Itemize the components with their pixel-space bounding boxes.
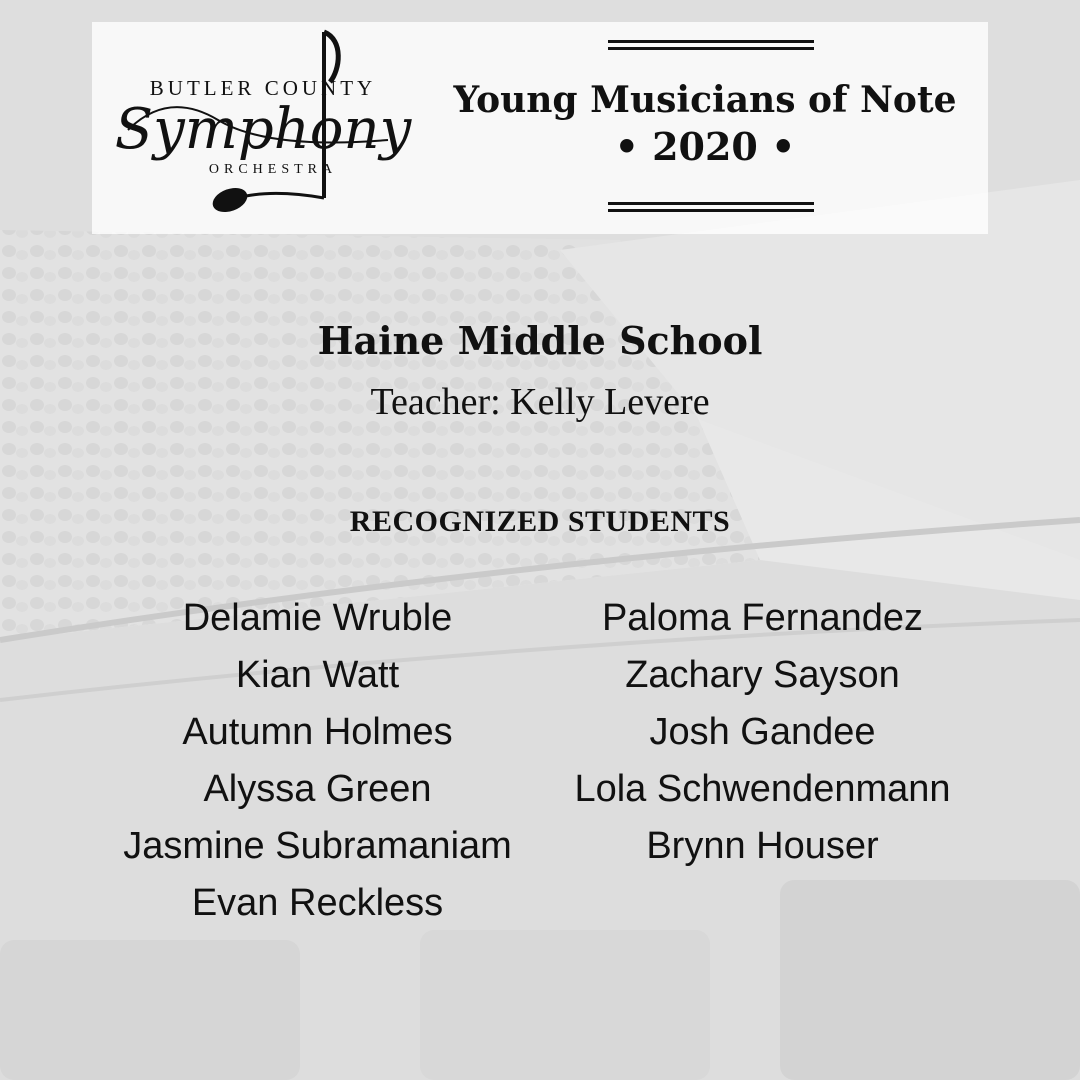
- logo-line-orchestra: ORCHESTRA: [208, 162, 338, 177]
- student-name: Lola Schwendenmann: [574, 768, 951, 810]
- students-heading: RECOGNIZED STUDENTS: [349, 505, 731, 538]
- top-divider: [608, 40, 814, 54]
- students-right-column: [545, 590, 980, 875]
- event-title: Young Musicians of Note: [453, 79, 957, 121]
- student-name: Evan Reckless: [191, 882, 444, 924]
- student-name: Alyssa Green: [203, 768, 432, 810]
- student-name: Kian Watt: [235, 654, 400, 696]
- event-title-block: [440, 78, 970, 171]
- orchestra-logo: [108, 20, 418, 220]
- student-name: Delamie Wruble: [182, 597, 453, 639]
- student-name: Zachary Sayson: [625, 654, 900, 696]
- student-name: Josh Gandee: [649, 711, 876, 753]
- teacher-name: Teacher: Kelly Levere: [370, 381, 710, 423]
- logo-line-symphony: Symphony: [114, 97, 412, 162]
- school-name: Haine Middle School: [317, 318, 763, 363]
- student-name: Autumn Holmes: [182, 711, 453, 753]
- bottom-divider: [608, 202, 814, 216]
- students-left-column: [100, 590, 535, 932]
- event-year: • 2020 •: [614, 124, 796, 169]
- logo-line-butler-county: BUTLER COUNTY: [149, 76, 377, 100]
- student-name: Jasmine Subramaniam: [123, 825, 512, 867]
- student-name: Brynn Houser: [646, 825, 879, 867]
- student-name: Paloma Fernandez: [601, 597, 924, 639]
